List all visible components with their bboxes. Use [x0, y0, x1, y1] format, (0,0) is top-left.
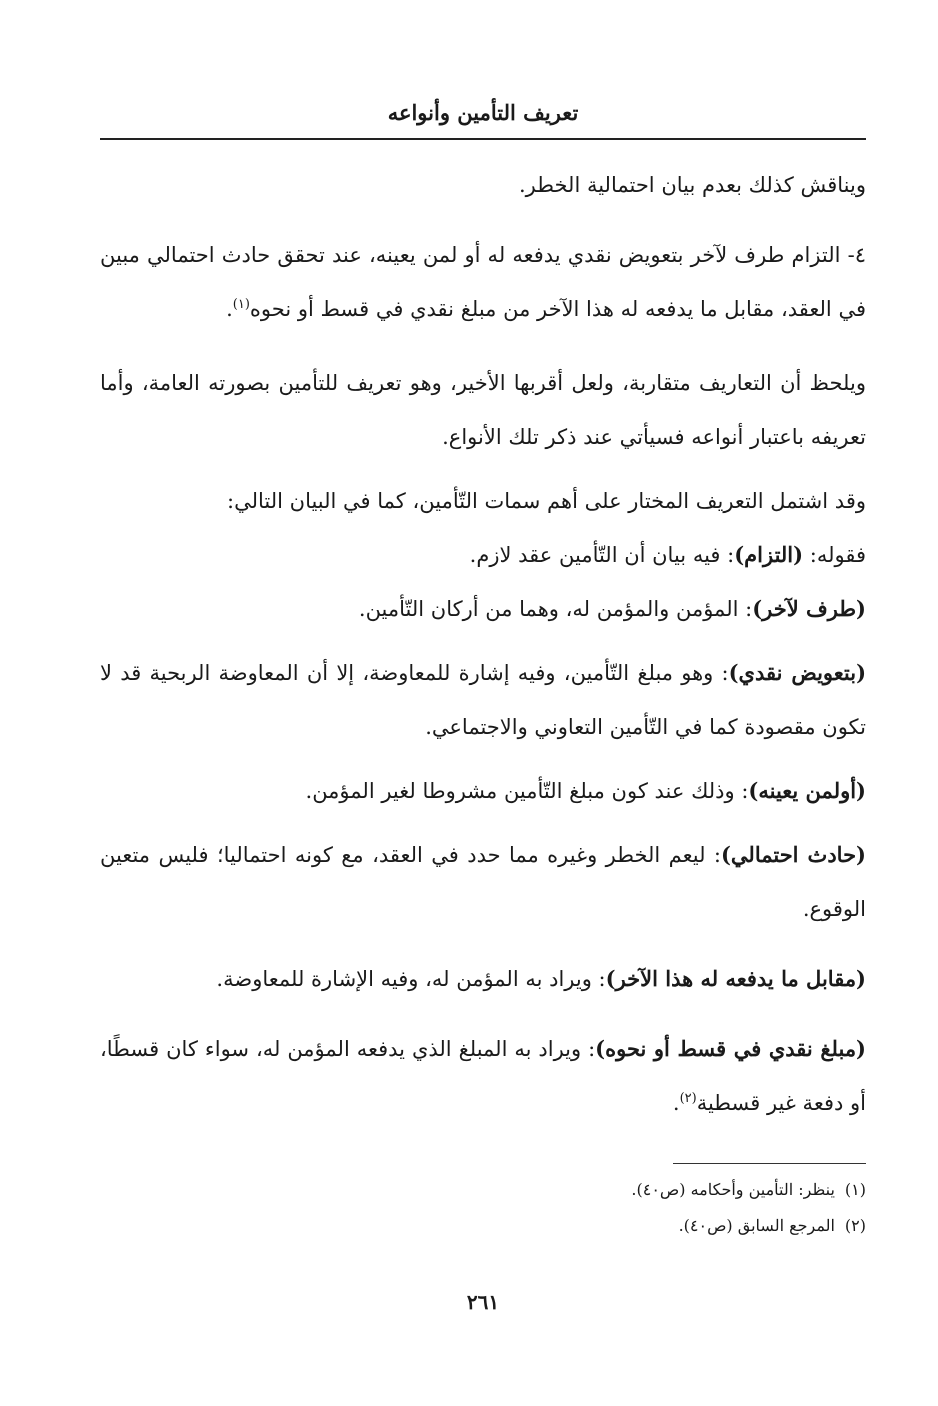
explanation: : المؤمن والمؤمن له، وهما من أركان التّأمين.	[358, 597, 753, 621]
paragraph-5	[100, 528, 866, 582]
footnote-ref-2: (٢)	[679, 1091, 697, 1106]
term-iltizam: (التزام)	[734, 542, 804, 567]
footnote-separator	[673, 1163, 866, 1164]
paragraph-9	[100, 828, 866, 936]
term-mablagh-naqdi: (مبلغ نقدي في قسط أو نحوه)	[595, 1036, 866, 1061]
header-rule	[100, 138, 866, 140]
paragraph-6	[100, 582, 866, 636]
paragraph-definition-4	[100, 228, 866, 336]
term-muqabil: (مقابل ما يدفعه له هذا الآخر)	[605, 966, 866, 991]
lead-text: فقوله:	[803, 543, 866, 567]
paragraph-10	[100, 952, 866, 1006]
footnote-2	[100, 1208, 866, 1244]
paragraph-8	[100, 764, 866, 818]
explanation: : وهو مبلغ التّأمين، وفيه إشارة للمعاوضة، إلا أن المعاوضة الربحية قد لا تكون مقصودة كما في التّأمين التعاوني والاجتماعي.	[100, 661, 866, 739]
term-hadith-ihtimali: (حادث احتمالي)	[720, 842, 866, 867]
page-body	[100, 158, 866, 1130]
paragraph-1: ويناقش كذلك بعدم بيان احتمالية الخطر.	[519, 173, 866, 197]
footnote-mark: (١)	[844, 1180, 866, 1199]
paragraph-3: ويلحظ أن التعاريف متقاربة، ولعل أقربها الأخير، وهو تعريف للتأمين بصورته العامة، وأما تعريفه باعتبار أنواعه فسيأتي عند ذكر تلك الأنواع.	[100, 371, 866, 449]
definition-text: ٤- التزام طرف لآخر بتعويض نقدي يدفعه له أو لمن يعينه، عند تحقق حادث احتمالي مبين في العقد، مقابل ما يدفعه له هذا الآخر من مبلغ نقدي في قسط أو نحوه	[100, 243, 866, 321]
footnote-mark: (٢)	[844, 1216, 866, 1235]
paragraph-11	[100, 1022, 866, 1130]
footnote-text: المرجع السابق (ص٤٠).	[678, 1216, 835, 1235]
explanation: : وذلك عند كون مبلغ التّأمين مشروطا لغير المؤمن.	[305, 779, 749, 803]
paragraph-7	[100, 646, 866, 754]
term-taweed: (بتعويض نقدي)	[728, 660, 867, 685]
footnote-text: ينظر: التأمين وأحكامه (ص٤٠).	[631, 1180, 835, 1199]
footnotes	[100, 1172, 866, 1244]
term-liman-yuayyinuh: (أولمن يعينه)	[748, 778, 866, 803]
paragraph-4: وقد اشتمل التعريف المختار على أهم سمات التّأمين، كما في البيان التالي:	[227, 489, 866, 513]
term-taraf: (طرف لآخر)	[752, 596, 866, 621]
explanation: : ويراد به المؤمن له، وفيه الإشارة للمعاوضة.	[216, 967, 606, 991]
period: .	[226, 297, 233, 321]
explanation: : ويراد به المبلغ الذي يدفعه المؤمن له، سواء كان قسطًا، أو دفعة غير قسطية	[100, 1037, 866, 1115]
explanation: : ليعم الخطر وغيره مما حدد في العقد، مع كونه احتماليا؛ فليس متعين الوقوع.	[100, 843, 866, 921]
period: .	[672, 1091, 680, 1115]
footnote-ref-1: (١)	[232, 297, 250, 312]
running-header: تعريف التأمين وأنواعه	[387, 100, 579, 125]
footnote-1	[100, 1172, 866, 1208]
explanation: : فيه بيان أن التّأمين عقد لازم.	[469, 543, 735, 567]
page-number: ٢٦١	[466, 1290, 500, 1314]
